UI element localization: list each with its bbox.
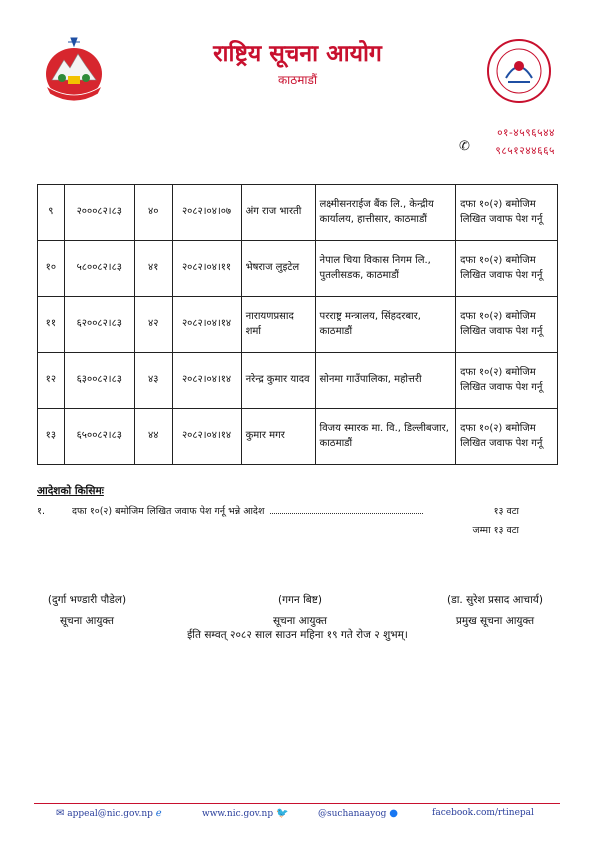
registration-number: ६३००८२।८३ [64,353,134,409]
applicant-name: नारायणप्रसाद शर्मा [241,297,315,353]
decision-date: २०८२।०४।११ [172,241,241,297]
footer-email[interactable] [56,808,162,819]
decision-table [37,184,558,465]
signatory-name: (दुर्गा भण्डारी पौडेल) [47,594,127,606]
table-row [38,297,558,353]
public-body: नेपाल चिया विकास निगम लि., पुतलीसडक, काठमाडौं [315,241,456,297]
table-row [38,185,558,241]
case-number: ४१ [134,241,172,297]
decision-date: २०८२।०४।१४ [172,297,241,353]
twitter-icon: 🐦 [275,808,289,819]
public-body: लक्ष्मीसनराईज बैंक लि., केन्द्रीय कार्यालय, हात्तीसार, काठमाडौं [315,185,456,241]
footer-twitter[interactable] [318,808,398,819]
signatory-name: (डा. सुरेश प्रसाद आचार्य) [447,594,543,606]
footer-facebook-text: facebook.com/rtinepal [432,808,534,818]
summary-item-text: दफा १०(२) बमोजिम लिखित जवाफ पेश गर्नू भन्ने आदेश [72,506,265,517]
internet-explorer-icon: ℯ [155,808,162,819]
decision-date: २०८२।०४।१४ [172,353,241,409]
footer-twitter-text: @suchanaayog [318,809,387,819]
phone-number-mobile: ९८५१२४४६६५ [495,145,555,157]
decision-date: २०८२।०४।०७ [172,185,241,241]
signatory-title: सूचना आयुक्त [59,615,115,627]
signatory-name: (गगन बिष्ट) [277,594,323,606]
registration-number: ५८००८२।८३ [64,241,134,297]
public-body: सोनमा गाउँपालिका, महोत्तरी [315,353,456,409]
order-text: दफा १०(२) बमोजिम लिखित जवाफ पेश गर्नू [456,297,558,353]
order-summary-row [37,504,519,517]
applicant-name: भेषराज लुइटेल [241,241,315,297]
case-number: ४० [134,185,172,241]
case-number: ४३ [134,353,172,409]
registration-number: ६५००८२।८३ [64,409,134,465]
phone-icon: ✆ [459,139,470,154]
table-row [38,353,558,409]
registration-number: २०००८२।८३ [64,185,134,241]
order-text: दफा १०(२) बमोजिम लिखित जवाफ पेश गर्नू [456,241,558,297]
summary-item-count: १३ वटा [493,506,519,517]
facebook-icon: ● [389,808,399,819]
serial-number: १३ [38,409,65,465]
order-text: दफा १०(२) बमोजिम लिखित जवाफ पेश गर्नू [456,353,558,409]
footer-website-text: www.nic.gov.np [202,809,274,819]
signatory-block [37,590,137,632]
case-number: ४४ [134,409,172,465]
serial-number: १० [38,241,65,297]
decision-date: २०८२।०४।१४ [172,409,241,465]
footer-facebook[interactable] [432,808,534,818]
summary-total: जम्मा १३ वटा [472,525,519,536]
applicant-name: कुमार मगर [241,409,315,465]
serial-number: १२ [38,353,65,409]
footer-website[interactable] [202,808,288,819]
decision-date-line: ईति सम्वत् २०८२ साल साउन महिना १९ गते रोज २ शुभम्। [187,629,408,641]
mail-icon: ✉ [56,808,65,819]
footer-email-text: appeal@nic.gov.np [67,809,153,819]
public-body: विजय स्मारक मा. वि., डिल्लीबजार, काठमाडौं [315,409,456,465]
commission-seal-logo [486,38,552,104]
summary-item-number: १. [37,506,45,517]
serial-number: ९ [38,185,65,241]
public-body: परराष्ट्र मन्त्रालय, सिंहदरबार, काठमाडौं [315,297,456,353]
order-text: दफा १०(२) बमोजिम लिखित जवाफ पेश गर्नू [456,409,558,465]
organization-city: काठमाडौं [277,73,318,87]
organization-name: राष्ट्रिय सूचना आयोग [213,40,382,67]
applicant-name: नरेन्द्र कुमार यादव [241,353,315,409]
registration-number: ६२००८२।८३ [64,297,134,353]
footer-divider [34,803,560,804]
signatory-title: सूचना आयुक्त [272,615,328,627]
order-text: दफा १०(२) बमोजिम लिखित जवाफ पेश गर्नू [456,185,558,241]
phone-number-office: ०१-४५९६५४४ [497,127,555,139]
case-number: ४२ [134,297,172,353]
table-row [38,409,558,465]
dotted-leader [270,504,423,514]
signatory-block [430,590,560,632]
signatory-title: प्रमुख सूचना आयुक्त [455,615,535,627]
signatory-block [245,590,355,632]
order-type-heading: आदेशको किसिमः [37,485,104,497]
serial-number: ११ [38,297,65,353]
applicant-name: अंग राज भारती [241,185,315,241]
table-row [38,241,558,297]
